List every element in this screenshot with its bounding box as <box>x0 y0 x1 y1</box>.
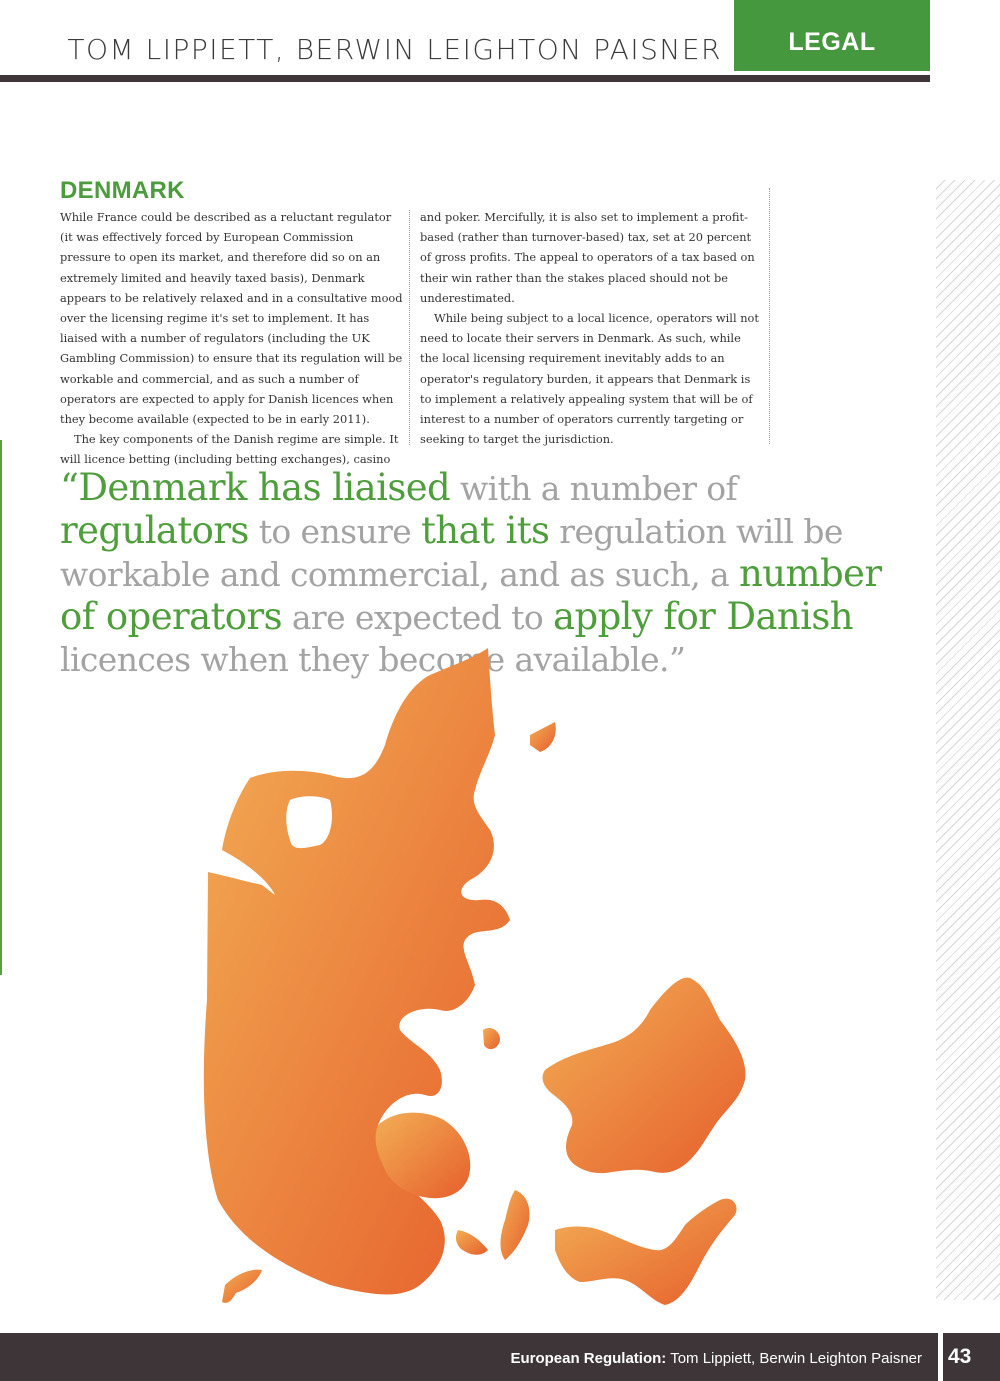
column-divider <box>769 188 770 444</box>
jutland-shape <box>204 648 510 1294</box>
column-divider <box>409 210 410 445</box>
island-shape <box>456 1230 488 1255</box>
quote-segment: regulators <box>60 509 249 552</box>
hatched-margin-decoration <box>936 180 1000 1300</box>
quote-segment: that its <box>421 509 550 552</box>
lolland-shape <box>555 1199 737 1305</box>
article-column-left <box>60 207 404 470</box>
page-number: 43 <box>948 1345 972 1368</box>
quote-segment: “Denmark has liaised <box>60 466 451 509</box>
paragraph: While being subject to a local licence, operators will not need to locate their servers in Denmark. As such, while the local licensing requirement inevitably adds to an operator's regulatory burden, it appears that Denmark is to implement a relatively appealing system that will be of interest to a number of operators currently targeting or seeking to target the jurisdiction. <box>420 311 759 447</box>
footer-byline: Tom Lippiett, Berwin Leighton Paisner <box>670 1350 922 1367</box>
paragraph: and poker. Mercifully, it is also set to implement a profit-based (rather than turnover-based) tax, set at 20 percent of gross profits. The appeal to operators of a tax based on their win rather than the stakes placed should not be underestimated. <box>420 210 755 305</box>
publication-name: European Regulation: <box>510 1350 667 1367</box>
island-shape <box>500 1190 529 1260</box>
quote-segment: apply for Danish <box>553 595 853 638</box>
quote-segment: to ensure <box>248 512 422 551</box>
paragraph: The key components of the Danish regime are simple. It will licence betting (including betting exchanges), casino <box>60 432 399 467</box>
left-edge-accent <box>0 440 2 975</box>
zealand-shape <box>543 978 746 1174</box>
quote-segment: are expected to <box>281 598 554 637</box>
island-shape <box>530 722 556 752</box>
paragraph: While France could be described as a reluctant regulator (it was effectively forced by European Commission pressure to open its market, and therefore did so on an extremely limited and heavily taxed basis), Denmark appears to be relatively relaxed and in a consultative mood over the licensing regime it's set to implement. It has liaised with a number of regulators (including the UK Gambling Commission) to ensure that its regulation will be workable and commercial, and as such a number of operators are expected to apply for Danish licences when they become available (expected to be in early 2011). <box>60 210 403 427</box>
article-column-right <box>420 207 760 449</box>
quote-segment: number of operators <box>60 552 882 638</box>
section-heading: DENMARK <box>60 177 185 204</box>
section-tag: LEGAL <box>734 0 930 71</box>
footer-credit <box>510 1350 922 1367</box>
header-title: TOM LIPPIETT, BERWIN LEIGHTON PAISNER <box>67 33 722 66</box>
header-rule <box>0 75 930 82</box>
island-shape <box>483 1028 500 1049</box>
denmark-map-illustration <box>200 640 780 1310</box>
quote-segment: regulation will be workable and commercial, and as such, a <box>60 512 843 594</box>
footer-separator <box>938 1333 943 1381</box>
quote-segment: with a number of <box>450 469 738 508</box>
quote-segment: licences when they become available.” <box>60 640 686 679</box>
island-shape <box>222 1270 262 1303</box>
